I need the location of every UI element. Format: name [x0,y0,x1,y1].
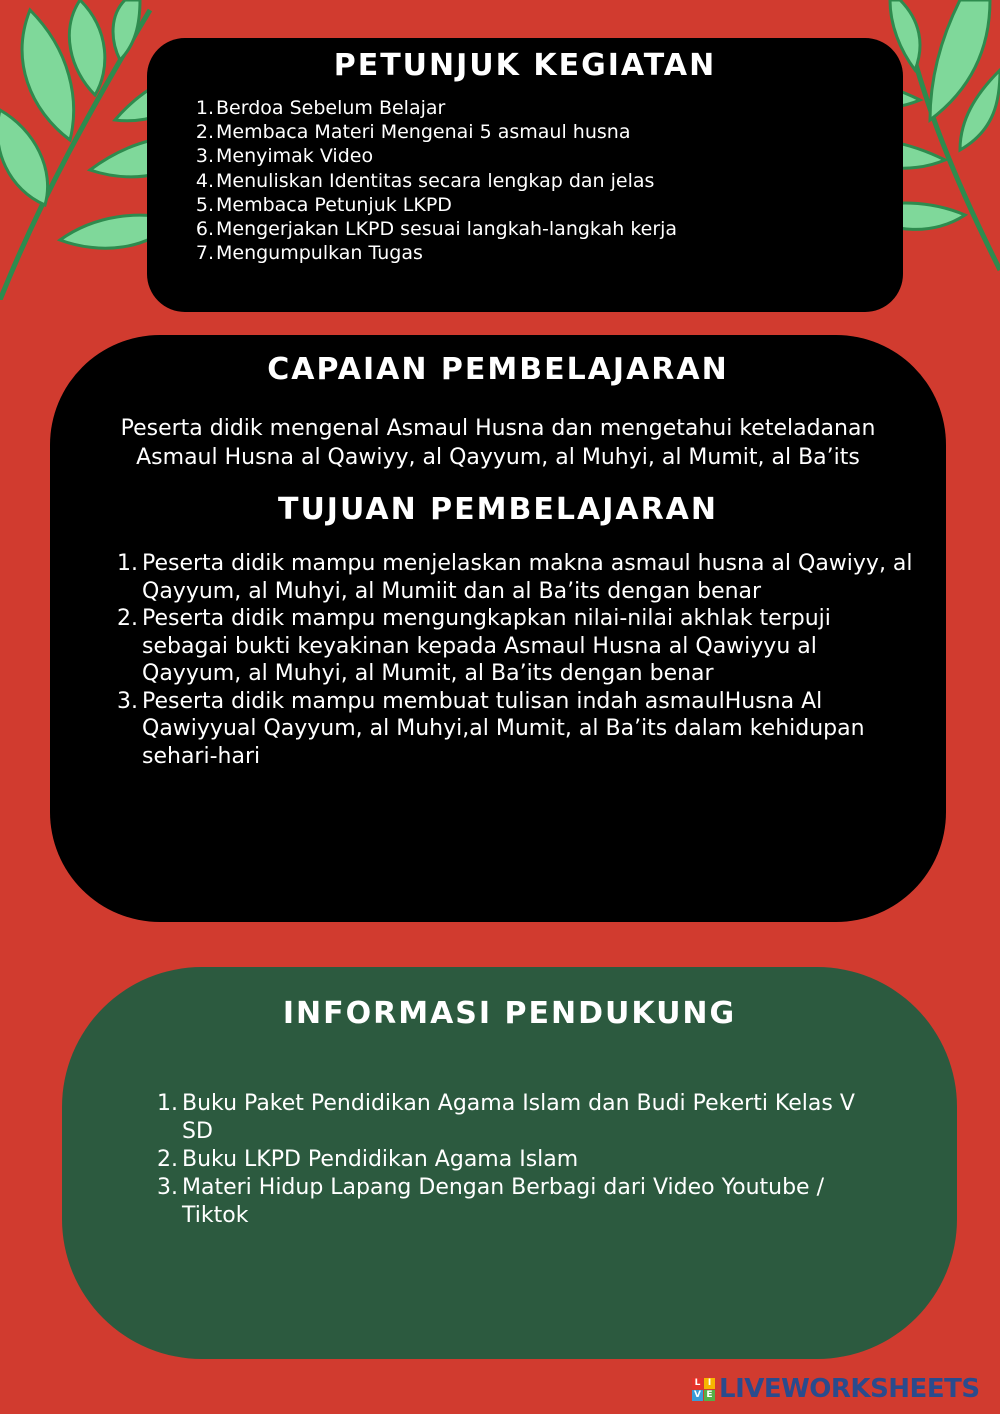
list-item [194,241,903,265]
list-item-number: 3. [157,1175,178,1200]
list-item-number: 2. [117,606,138,631]
list-item-text: Peserta didik mampu mengungkapkan nilai-nilai akhlak terpuji sebagai bukti keyakinan kepada Asmaul Husna al Qawiyyu al Qayyum, al Muhyi, al Mumit, al Ba’its dengan benar [142,606,831,686]
list-item-number: 3. [195,145,214,168]
list-item-text: Membaca Petunjuk LKPD [216,193,452,216]
list-item-text: Mengerjakan LKPD sesuai langkah-langkah kerja [216,218,678,241]
list-item-text: Mengumpulkan Tugas [216,242,423,265]
informasi-pendukung-panel [62,967,957,1359]
list-item-number: 1. [117,551,138,576]
petunjuk-kegiatan-panel [147,38,903,312]
petunjuk-kegiatan-list [194,96,903,265]
list-item [194,120,903,144]
list-item [112,550,916,605]
list-item [152,1174,877,1230]
list-item-number: 1. [195,97,214,119]
list-item [112,688,916,771]
list-item-number: 7. [195,242,214,265]
list-item-text: Buku Paket Pendidikan Agama Islam dan Budi Pekerti Kelas V SD [182,1091,855,1144]
list-item [194,169,903,193]
list-item-text: Menyimak Video [216,145,374,168]
list-item-text: Menuliskan Identitas secara lengkap dan jelas [216,169,655,192]
list-item [194,96,903,120]
list-item-number: 1. [157,1091,178,1116]
list-item [194,193,903,217]
list-item-number: 4. [195,169,214,192]
list-item-number: 6. [195,218,214,241]
list-item-number: 2. [195,121,214,144]
informasi-pendukung-list [152,1090,877,1230]
list-item-text: Buku LKPD Pendidikan Agama Islam [182,1147,579,1172]
list-item-text: Materi Hidup Lapang Dengan Berbagi dari Video Youtube / Tiktok [182,1175,824,1228]
tujuan-pembelajaran-title: TUJUAN PEMBELAJARAN [277,492,719,527]
informasi-pendukung-title: INFORMASI PENDUKUNG [282,996,737,1031]
list-item-number: 5. [195,193,214,216]
list-item-text: Peserta didik mampu menjelaskan makna asmaul husna al Qawiyy, al Qayyum, al Muhyi, al Mumiit dan al Ba’its dengan benar [142,551,913,604]
list-item-number: 3. [117,688,138,714]
list-item-text: Berdoa Sebelum Belajar [216,97,446,119]
liveworksheets-logo-text: LIVEWORKSHEETS [719,1374,980,1404]
list-item [112,605,916,688]
list-item [194,217,903,241]
tujuan-pembelajaran-list [112,550,916,770]
list-item [152,1090,877,1146]
list-item-number: 2. [157,1147,178,1172]
petunjuk-kegiatan-title: PETUNJUK KEGIATAN [333,48,717,83]
liveworksheets-logo-icon: L I V E [692,1378,715,1401]
list-item-text: Peserta didik mampu membuat tulisan indah asmaulHusna Al Qawiyyual Qayyum, al Muhyi,al Mumit, al Ba’its dalam kehidupan sehari-hari [142,688,865,769]
liveworksheets-logo[interactable] [692,1374,980,1404]
list-item [194,144,903,168]
list-item [152,1146,877,1174]
capaian-pembelajaran-title: CAPAIAN PEMBELAJARAN [267,352,729,387]
capaian-tujuan-panel [50,335,946,922]
capaian-pembelajaran-text: Peserta didik mengenal Asmaul Husna dan mengetahui keteladanan Asmaul Husna al Qawiyy, al Qayyum, al Muhyi, al Mumit, al Ba’its [120,416,876,470]
list-item-text: Membaca Materi Mengenai 5 asmaul husna [216,121,631,144]
